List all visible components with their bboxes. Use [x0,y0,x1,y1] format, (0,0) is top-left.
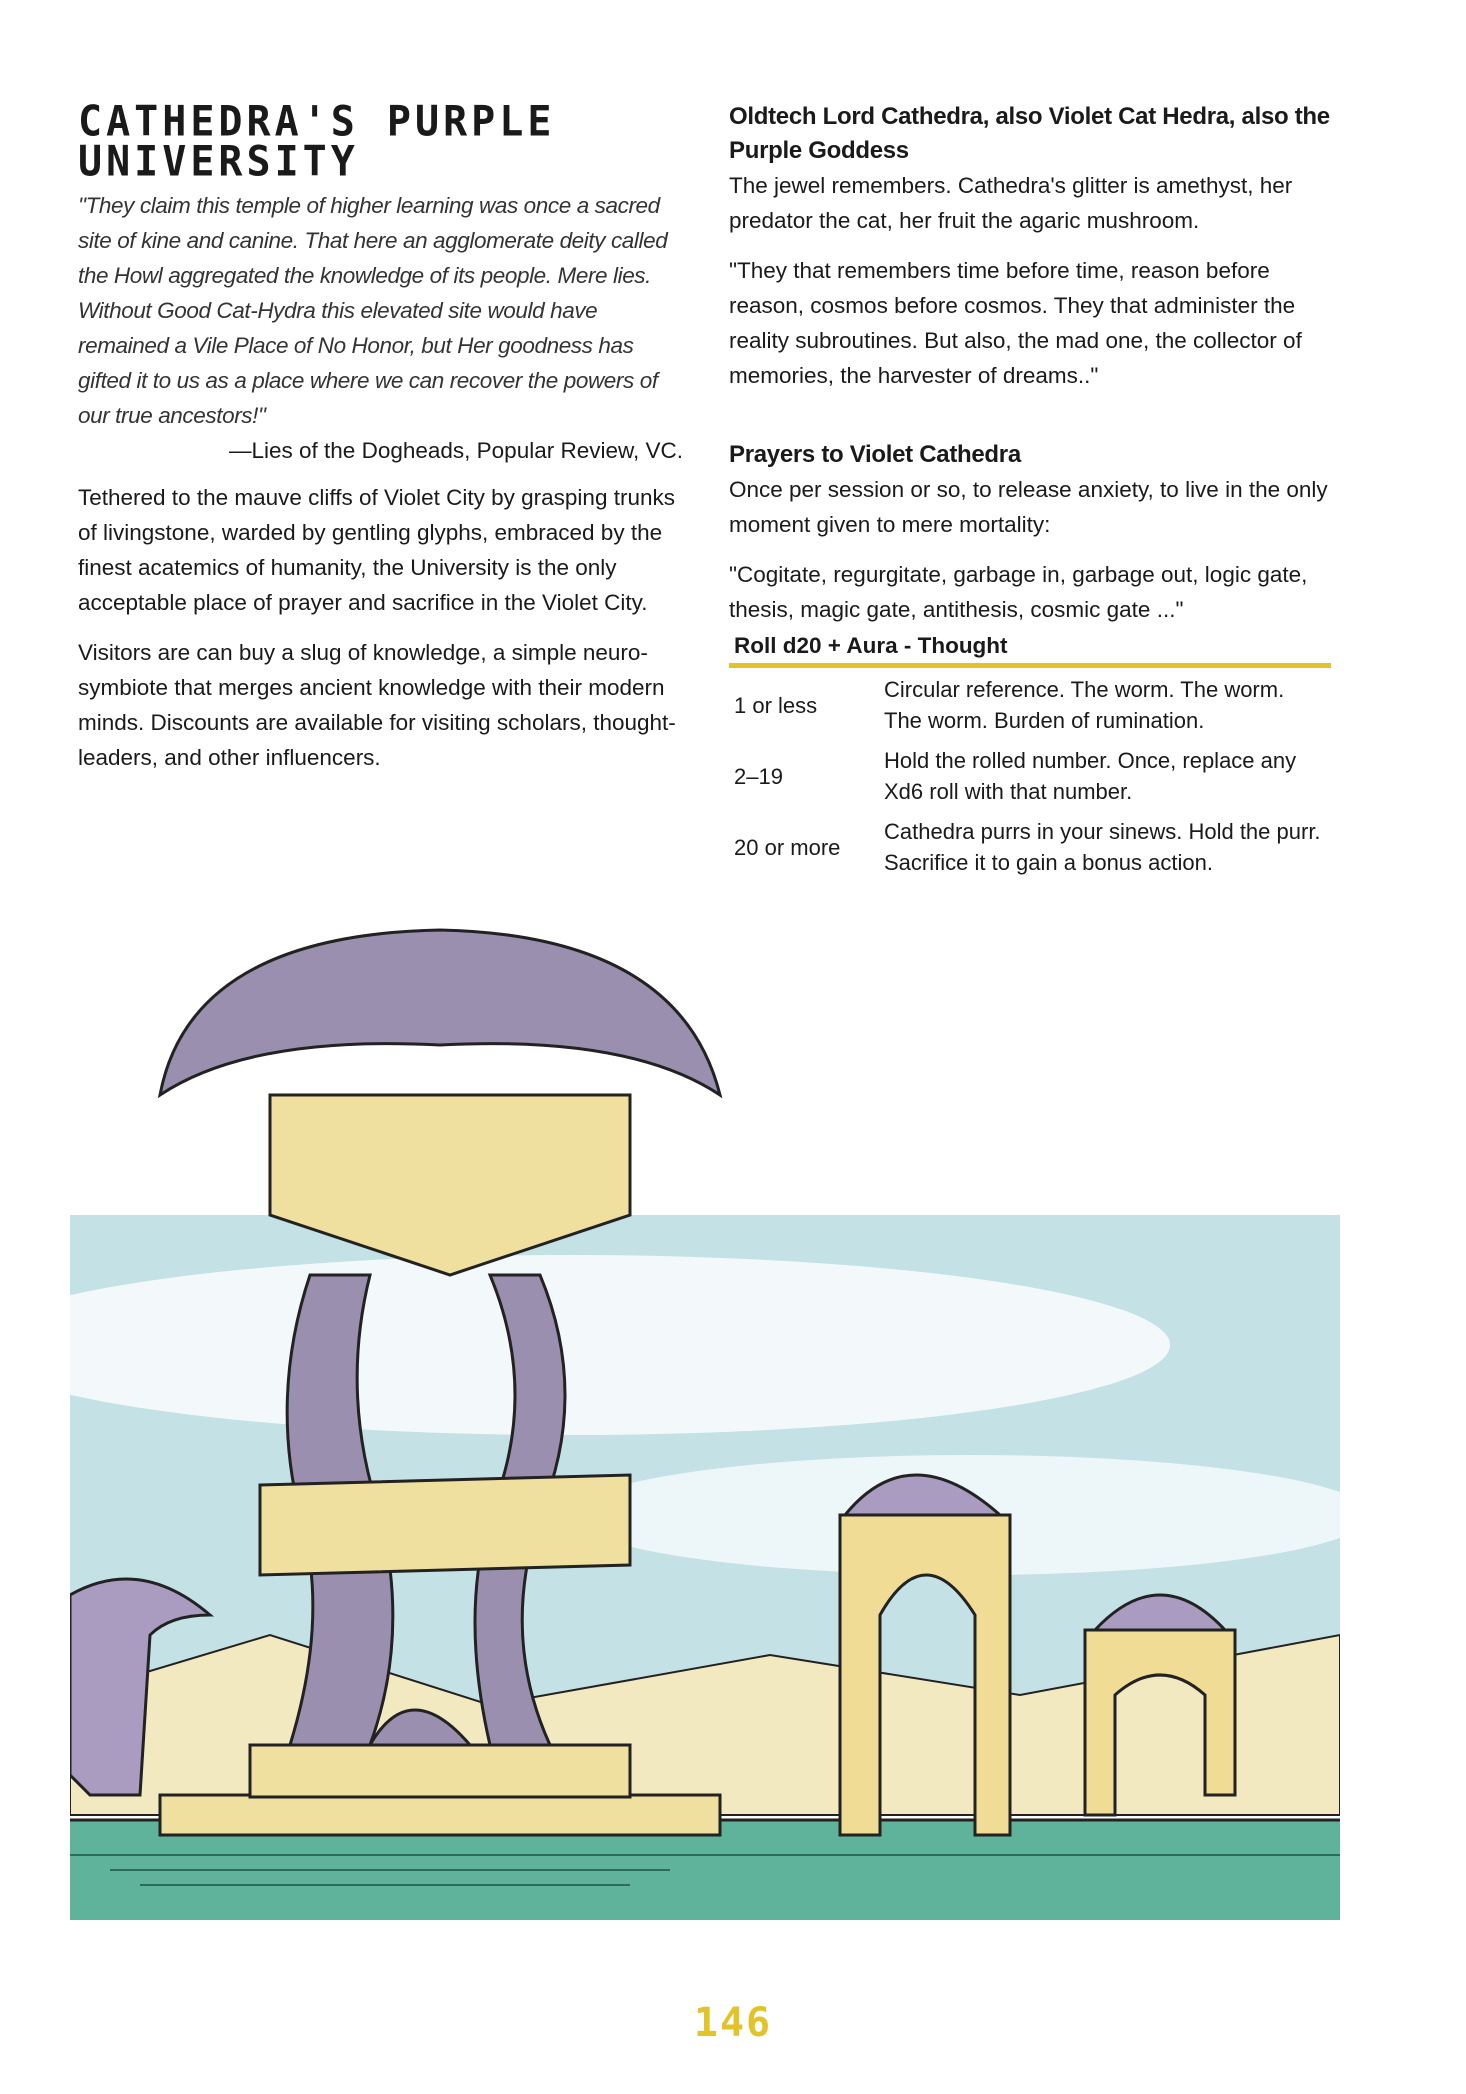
body-paragraph: "They that remembers time before time, reason before reason, cosmos before cosmos. They that administer the reality subroutines. But also, the mad one, the collector of memories, the harvester of dreams.." [729,258,1302,388]
library-block [260,1475,630,1575]
section-heading-prayers: Prayers to Violet Cathedra [729,441,1021,468]
body-paragraph: "Cogitate, regurgitate, garbage in, garbage out, logic gate, thesis, magic gate, antithesis, cosmic gate ..." [729,562,1308,622]
body-paragraph: Once per session or so, to release anxiety, to live in the only moment given to mere mortality: [729,477,1328,537]
section-heading-oldtech-lord: Oldtech Lord Cathedra, also Violet Cat Hedra, also the Purple Goddess [729,103,1330,164]
page-title: CATHEDRA'S PURPLE UNIVERSITY [78,97,556,187]
platform [160,1795,720,1835]
roll-range: 20 or more [734,834,841,860]
roll-table-header: Roll d20 + Aura - Thought [729,631,1331,666]
table-row [729,810,1331,881]
roll-result: Hold the rolled number. Once, replace any Xd6 roll with that number. [884,748,1297,804]
roll-range: 1 or less [734,692,818,718]
roll-table [729,631,1331,881]
body-paragraph: Visitors are can buy a slug of knowledge, a simple neuro-symbiote that merges ancient knowledge with their modern minds. Discounts are available for visiting scholars, thought-leaders, and other influencers. [78,640,676,770]
epigraph-attribution: —Lies of the Dogheads, Popular Review, VC. [229,438,683,463]
page-number: 146 [693,2000,773,2046]
left-column [78,97,683,790]
roll-range: 2–19 [734,763,783,789]
right-column [729,100,1334,881]
epigraph-quote: "They claim this temple of higher learning was once a sacred site of kine and canine. That here an agglomerate deity called the Howl aggregated the knowledge of its people. Mere lies. Without Good Cat-Hydra this elevated site would have remained a Vile Place of No Honor, but Her goodness has gifted it to us as a place where we can recover the powers of our true ancestors!" [78,193,668,428]
roll-result: Cathedra purrs in your sinews. Hold the purr. Sacrifice it to gain a bonus action. [884,819,1321,875]
table-row [729,666,1331,740]
body-paragraph: The jewel remembers. Cathedra's glitter is amethyst, her predator the cat, her fruit the agaric mushroom. [729,173,1293,233]
roll-result: Circular reference. The worm. The worm. The worm. Burden of rumination. [884,677,1285,733]
university-illustration [70,915,1340,1920]
table-row [729,739,1331,810]
body-paragraph: Tethered to the mauve cliffs of Violet City by grasping trunks of livingstone, warded by gentling glyphs, embraced by the finest acatemics of humanity, the University is the only acceptable place of prayer and sacrifice in the Violet City. [78,485,675,615]
mushroom-cap [160,930,720,1095]
